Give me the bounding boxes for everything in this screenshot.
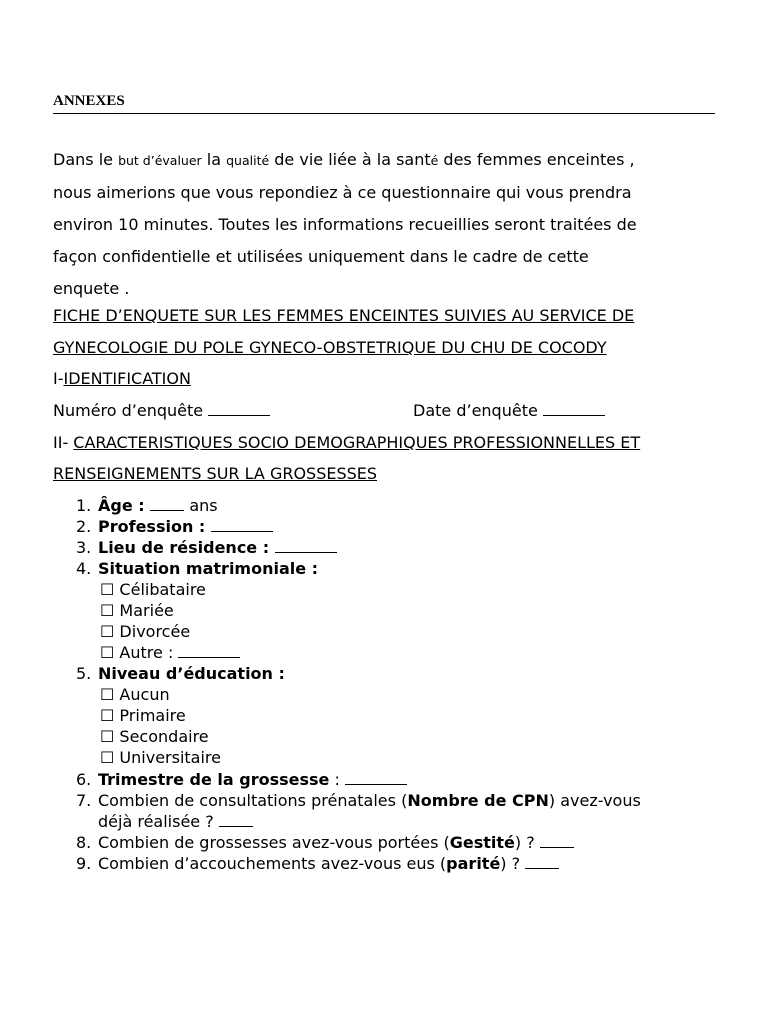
field-label: Numéro d’enquête <box>53 401 209 420</box>
intro-line-4: façon confidentielle et utilisées uniquement dans le cadre de cette <box>53 247 589 266</box>
question-label: Lieu de résidence : <box>98 538 275 557</box>
question-text-line2: déjà réalisée ? <box>98 812 219 831</box>
question-text <box>98 770 407 790</box>
question-label: Profession : <box>98 517 211 536</box>
question-text <box>98 854 559 874</box>
date-enquete-blank[interactable] <box>543 414 605 416</box>
parite-blank[interactable] <box>525 867 559 869</box>
gestite-blank[interactable] <box>540 846 574 848</box>
question-number: 1. <box>76 496 92 515</box>
autre-blank[interactable] <box>178 656 240 658</box>
question-text <box>98 664 285 684</box>
annexes-title: ANNEXES <box>53 93 715 114</box>
question-number: 3. <box>76 538 92 557</box>
question-text <box>98 559 318 579</box>
question-number: 4. <box>76 559 92 578</box>
question-text <box>98 833 574 853</box>
question-label: Situation matrimoniale : <box>98 559 319 578</box>
question-text <box>98 812 253 832</box>
question-text <box>98 496 218 516</box>
question-text-post: ) ? <box>514 833 540 852</box>
profession-blank[interactable] <box>211 530 273 532</box>
question-label: Trimestre de la grossesse <box>98 770 330 789</box>
option-universitaire[interactable]: ☐ Universitaire <box>100 748 221 767</box>
question-text-post: ) ? <box>500 854 526 873</box>
trimestre-blank[interactable] <box>345 783 407 785</box>
date-enquete-field <box>413 401 713 421</box>
intro-line-1 <box>53 144 723 177</box>
field-label: Date d’enquête <box>413 401 543 420</box>
intro-text: la <box>201 150 227 169</box>
question-keyword: parité <box>446 854 501 873</box>
question-label: Niveau d’éducation : <box>98 664 285 683</box>
question-label: Âge : <box>98 496 151 515</box>
question-keyword: Nombre de CPN <box>407 791 549 810</box>
question-number: 7. <box>76 791 92 810</box>
fiche-title-line-1: FICHE D’ENQUETE SUR LES FEMMES ENCEINTES SUIVIES AU SERVICE DE <box>53 306 635 325</box>
section2-heading-line-1 <box>53 433 743 453</box>
question-text-post: ) avez-vous <box>548 791 641 810</box>
question-keyword: Gestité <box>449 833 515 852</box>
question-text <box>98 517 273 537</box>
intro-text: de vie liée à la sant <box>269 150 431 169</box>
option-aucun[interactable]: ☐ Aucun <box>100 685 170 704</box>
question-number: 5. <box>76 664 92 683</box>
option-divorcee[interactable]: ☐ Divorcée <box>100 622 191 641</box>
intro-text: des femmes enceintes , <box>438 150 635 169</box>
option-autre[interactable] <box>100 643 240 663</box>
age-blank[interactable] <box>150 509 184 511</box>
cpn-blank[interactable] <box>219 825 253 827</box>
question-text <box>98 538 337 558</box>
intro-line-2: nous aimerions que vous repondiez à ce questionnaire qui vous prendra <box>53 183 632 202</box>
question-number: 8. <box>76 833 92 852</box>
question-text-pre: Combien de consultations prénatales ( <box>98 791 408 810</box>
section-label: IDENTIFICATION <box>63 369 191 388</box>
section-number: I- <box>53 369 64 388</box>
option-celibataire[interactable]: ☐ Célibataire <box>100 580 206 599</box>
intro-line-3: environ 10 minutes. Toutes les informations recueillies seront traitées de <box>53 215 637 234</box>
option-mariee[interactable]: ☐ Mariée <box>100 601 174 620</box>
option-primaire[interactable]: ☐ Primaire <box>100 706 186 725</box>
section-number: II- <box>53 433 74 452</box>
question-number: 6. <box>76 770 92 789</box>
question-suffix: ans <box>184 496 218 515</box>
intro-text: Dans le <box>53 150 119 169</box>
intro-text-small: é <box>430 153 439 168</box>
section-label: CARACTERISTIQUES SOCIO DEMOGRAPHIQUES PROFESSIONNELLES ET <box>73 433 641 452</box>
intro-paragraph <box>53 144 723 305</box>
intro-text-small: qualité <box>226 153 270 168</box>
question-text-pre: Combien de grossesses avez-vous portées ( <box>98 833 450 852</box>
question-suffix: : <box>329 770 345 789</box>
identification-heading <box>53 369 743 389</box>
residence-blank[interactable] <box>275 551 337 553</box>
numero-enquete-blank[interactable] <box>208 414 270 416</box>
option-secondaire[interactable]: ☐ Secondaire <box>100 727 209 746</box>
question-number: 9. <box>76 854 92 873</box>
intro-line-5: enquete . <box>53 279 130 298</box>
question-text-pre: Combien d’accouchements avez-vous eus ( <box>98 854 447 873</box>
option-label: ☐ Autre : <box>100 643 179 662</box>
question-text <box>98 791 641 811</box>
section2-heading-line-2: RENSEIGNEMENTS SUR LA GROSSESSES <box>53 464 378 483</box>
question-number: 2. <box>76 517 92 536</box>
intro-text-small: but d’évaluer <box>118 153 202 168</box>
fiche-title-line-2: GYNECOLOGIE DU POLE GYNECO-OBSTETRIQUE DU CHU DE COCODY <box>53 338 607 357</box>
